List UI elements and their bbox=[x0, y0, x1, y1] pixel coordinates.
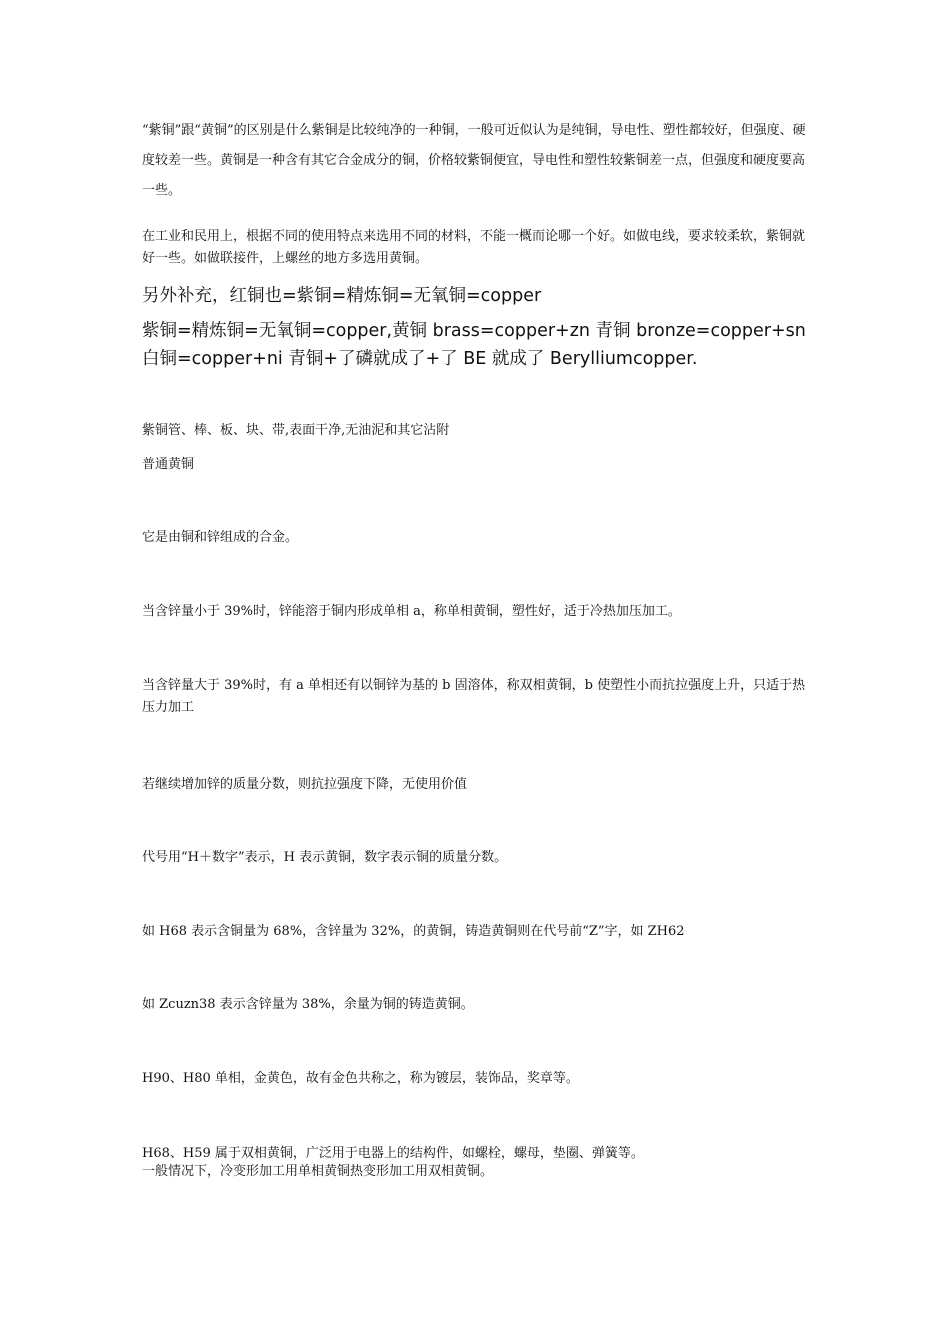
paragraph-h68-h59: H68、H59 属于双相黄铜，广泛用于电器上的结构件，如螺栓，螺母，垫圈、弹簧等。 bbox=[142, 1146, 644, 1161]
paragraph-h90-h80: H90、H80 单相，金黄色，故有金色共称之，称为镀层，装饰品，奖章等。 bbox=[142, 1071, 579, 1086]
paragraph-h68-example: 如 H68 表示含铜量为 68%，含锌量为 32%，的黄铜，铸造黄铜则在代号前“Z”字，如 ZH62 bbox=[142, 924, 685, 939]
paragraph-brass-composition: 它是由铜和锌组成的合金。 bbox=[142, 530, 299, 545]
paragraph-usage: 在工业和民用上，根据不同的使用特点来选用不同的材料，不能一概而论哪一个好。如做电线，要求较柔软，紫铜就好一些。如做联接件，上螺丝的地方多选用黄铜。 bbox=[142, 229, 806, 266]
paragraph-copper-alloys: 紫铜=精炼铜=无氧铜=copper,黄铜 brass=copper+zn 青铜 bronze=copper+sn 白铜=copper+ni 青铜+了磷就成了+了 BE 就成了 Berylliumcopper. bbox=[142, 321, 806, 369]
paragraph-processing-rule: 一般情况下，冷变形加工用单相黄铜热变形加工用双相黄铜。 bbox=[142, 1164, 494, 1179]
paragraph-zcuzn38-example: 如 Zcuzn38 表示含锌量为 38%，余量为铜的铸造黄铜。 bbox=[142, 997, 474, 1012]
paragraph-zinc-below-39: 当含锌量小于 39%时，锌能溶于铜内形成单相 a，称单相黄铜，塑性好，适于冷热加压加工。 bbox=[142, 604, 681, 619]
paragraph-copper-difference: “紫铜”跟“黄铜”的区别是什么紫铜是比较纯净的一种铜，一般可近似认为是纯铜，导电性、塑性都较好，但强度、硬度较差一些。黄铜是一种含有其它合金成分的铜，价格较紫铜便宜，导电性和塑性较紫铜差一点，但强度和硬度要高一些。 bbox=[142, 123, 806, 198]
paragraph-zinc-above-39: 当含锌量大于 39%时，有 a 单相还有以铜锌为基的 b 固溶体，称双相黄铜，b 使塑性小而抗拉强度上升，只适于热压力加工 bbox=[142, 678, 806, 715]
paragraph-ordinary-brass: 普通黄铜 bbox=[142, 457, 195, 472]
paragraph-copper-products: 紫铜管、棒、板、块、带,表面干净,无油泥和其它沾附 bbox=[142, 423, 450, 438]
paragraph-more-zinc: 若继续增加锌的质量分数，则抗拉强度下降，无使用价值 bbox=[142, 777, 468, 792]
paragraph-code-meaning: 代号用“H＋数字”表示，H 表示黄铜，数字表示铜的质量分数。 bbox=[142, 850, 508, 865]
paragraph-red-copper-note: 另外补充，红铜也=紫铜=精炼铜=无氧铜=copper bbox=[142, 286, 542, 306]
